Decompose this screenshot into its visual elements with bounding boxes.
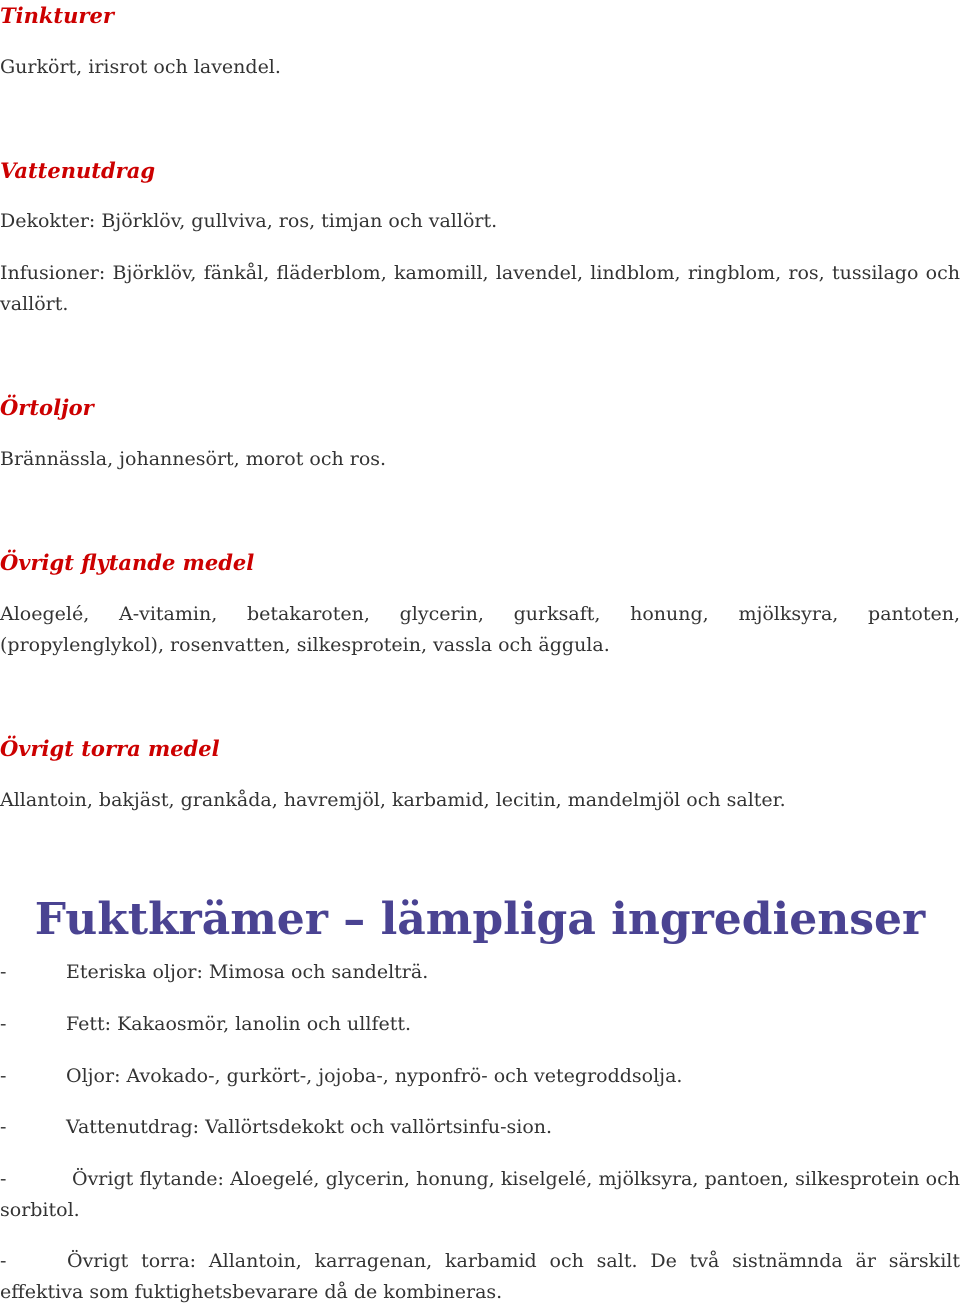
list-item <box>0 1164 960 1226</box>
list-item <box>0 1246 960 1308</box>
list-item-text: Eteriska oljor: Mimosa och sandelträ. <box>66 961 429 983</box>
section-paragraph: Infusioner: Björklöv, fänkål, fläderblom, kamomill, lavendel, lindblom, ringblom, ros, tussilago och vallört. <box>0 262 960 315</box>
list-dash: - <box>0 1013 7 1035</box>
section-paragraph: Brännässla, johannesört, morot och ros. <box>0 448 387 470</box>
section-heading-ovrigt-torra-medel: Övrigt torra medel <box>0 736 220 761</box>
list-item-text: Vattenutdrag: Vallörtsdekokt och vallörtsinfu-sion. <box>66 1116 553 1138</box>
page-title: Fuktkrämer – lämpliga ingredienser <box>34 894 926 945</box>
list-item-text: Övrigt flytande: Aloegelé, glycerin, honung, kiselgelé, mjölksyra, pantoen, silkesprotein och sorbitol. <box>0 1168 960 1221</box>
section-heading-vattenutdrag: Vattenutdrag <box>0 158 156 183</box>
list-item-text: Fett: Kakaosmör, lanolin och ullfett. <box>66 1013 412 1035</box>
section-paragraph: Gurkört, irisrot och lavendel. <box>0 56 281 78</box>
list-item-text: Övrigt torra: Allantoin, karragenan, karbamid och salt. De två sistnämnda är särskilt effektiva som fuktighetsbevarare då de kombineras. <box>0 1250 960 1303</box>
list-dash: - <box>0 1116 7 1138</box>
section-paragraph: Allantoin, bakjäst, grankåda, havremjöl, karbamid, lecitin, mandelmjöl och salter. <box>0 789 786 811</box>
section-heading-tinkturer: Tinkturer <box>0 3 114 28</box>
list-item-text: Oljor: Avokado-, gurkört-, jojoba-, nyponfrö- och vetegroddsolja. <box>66 1065 683 1087</box>
section-heading-ovrigt-flytande-medel: Övrigt flytande medel <box>0 550 255 575</box>
list-dash: - <box>0 1065 7 1087</box>
list-dash: - <box>0 961 7 983</box>
list-dash: - <box>0 1168 7 1190</box>
section-heading-ortoljor: Örtoljor <box>0 395 94 420</box>
list-item <box>0 957 960 988</box>
list-dash: - <box>0 1250 7 1272</box>
section-paragraph: Aloegelé, A-vitamin, betakaroten, glycerin, gurksaft, honung, mjölksyra, pantoten, (propylenglykol), rosenvatten, silkesprotein, vassla och äggula. <box>0 603 960 656</box>
list-item <box>0 1009 960 1040</box>
section-paragraph: Dekokter: Björklöv, gullviva, ros, timjan och vallört. <box>0 210 498 232</box>
list-item <box>0 1112 960 1143</box>
list-item <box>0 1061 960 1092</box>
